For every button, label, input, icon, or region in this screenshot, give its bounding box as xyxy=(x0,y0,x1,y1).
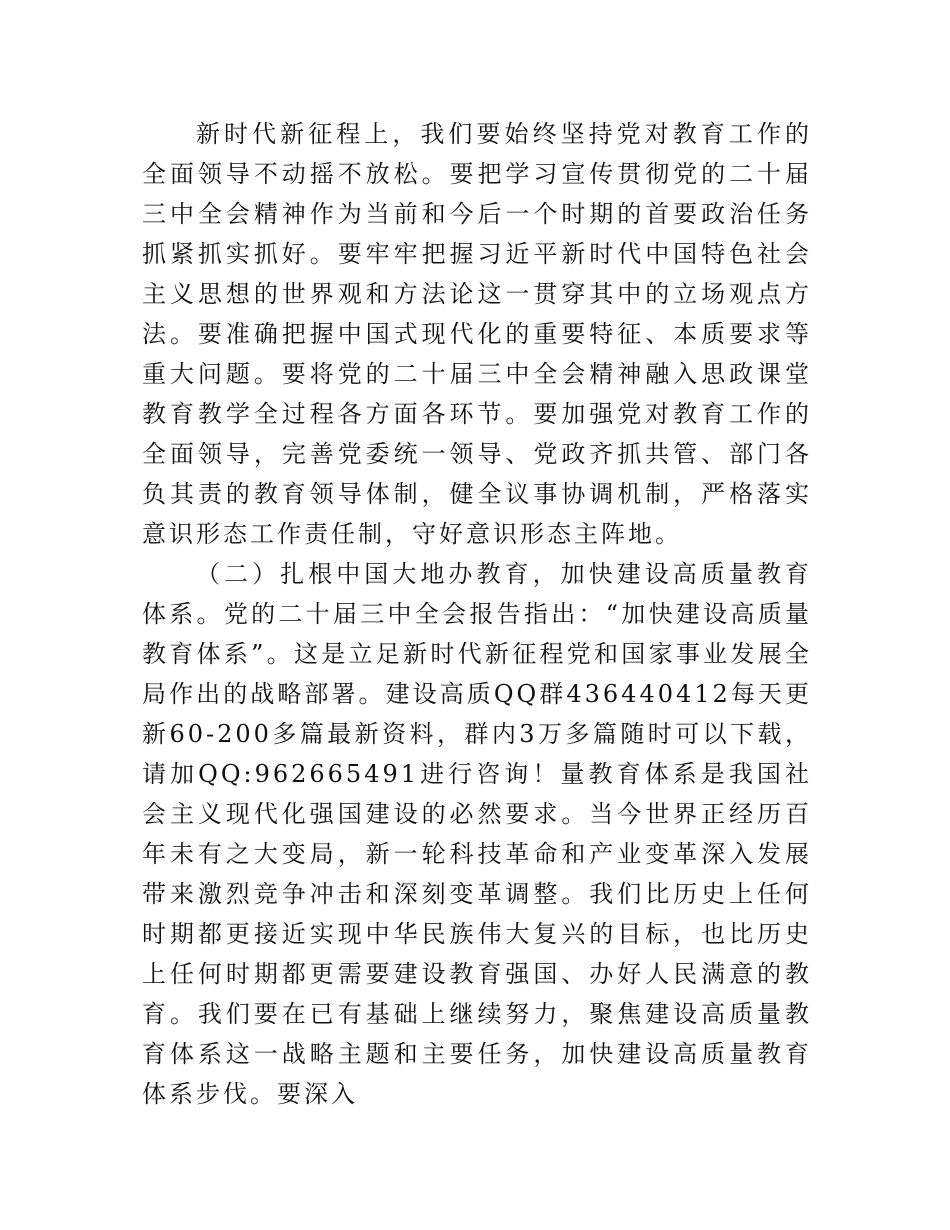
document-body xyxy=(142,114,812,1114)
paragraph-leadership: 新时代新征程上，我们要始终坚持党对教育工作的全面领导不动摇不放松。要把学习宣传贯彻党的二十届三中全会精神作为当前和今后一个时期的首要政治任务抓紧抓实抓好。要牢牢把握习近平新时代中国特色社会主义思想的世界观和方法论这一贯穿其中的立场观点方法。要准确把握中国式现代化的重要特征、本质要求等重大问题。要将党的二十届三中全会精神融入思政课堂教育教学全过程各方面各环节。要加强党对教育工作的全面领导，完善党委统一领导、党政齐抓共管、部门各负其责的教育领导体制，健全议事协调机制，严格落实意识形态工作责任制，守好意识形态主阵地。 xyxy=(142,120,812,548)
paragraph-education-system: （二）扎根中国大地办教育，加快建设高质量教育体系。党的二十届三中全会报告指出：“加快建设高质量教育体系”。这是立足新时代新征程党和国家事业发展全局作出的战略部署。建设高质QQ群436440412每天更新60-200多篇最新资料，群内3万多篇随时可以下载，请加QQ:962665491进行咨询！量教育体系是我国社会主义现代化强国建设的必然要求。当今世界正经历百年未有之大变局，新一轮科技革命和产业变革深入发展带来激烈竞争冲击和深刻变革调整。我们比历史上任何时期都更接近实现中华民族伟大复兴的目标，也比历史上任何时期都更需要建设教育强国、办好人民满意的教育。我们要在已有基础上继续努力，聚焦建设高质量教育体系这一战略主题和主要任务，加快建设高质量教育体系步伐。要深入 xyxy=(142,560,812,1108)
